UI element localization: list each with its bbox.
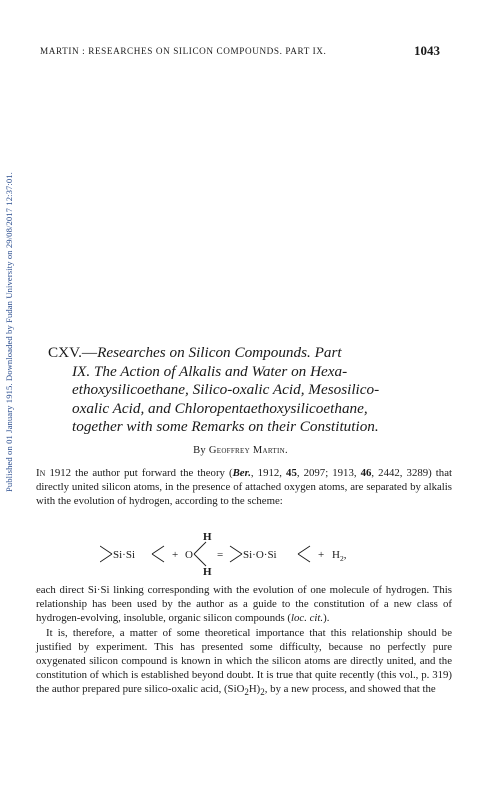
bond-o-h-top (194, 542, 206, 554)
para1-seg1: 1912 the author put forward the theory ( (45, 467, 233, 479)
page-number: 1043 (414, 43, 440, 58)
para2-end: ). (323, 612, 330, 625)
bond-right-top (230, 546, 242, 554)
reaction-scheme-graphic (100, 530, 400, 576)
title-line-3: ethoxysilicoethane, Silico-oxalic Acid, Mesosilico- (72, 381, 380, 399)
bond-si-right-bottom (152, 554, 164, 562)
volume-45: 45 (286, 467, 297, 479)
reaction-scheme (100, 530, 400, 576)
para3-sub2: 2 (260, 687, 265, 698)
paragraph-2 (36, 583, 452, 626)
para2-text: each direct Si·Si linking corresponding with the evolution of one molecule of hydrogen. This relationship has been used by the author as a guide to the constitution of a new class of hydrogen-evolving, insoluble, organic silicon compounds ( (36, 584, 452, 625)
product-si-o-si: Si·O·Si (243, 549, 277, 561)
para1-seg4: , 2442, 3289) that directly united silicon atoms, in the presence of attached oxygen atoms, are separated by alkalis with the evolution of hydrogen, according to the scheme: (36, 467, 452, 508)
download-watermark (2, 92, 16, 492)
para3-mid: H) (248, 683, 261, 696)
title-line-1 (48, 344, 448, 363)
oxygen-atom: O (185, 549, 193, 561)
para1-seg3: , 2097; 1913, (296, 467, 361, 479)
author-name: Geoffrey Martin. (208, 445, 288, 456)
bond-left-bottom (100, 554, 112, 562)
hydrogen-bottom: H (203, 566, 212, 576)
bond-left-top (100, 546, 112, 554)
first-word: In (36, 467, 46, 479)
watermark-text: Published on 01 January 1915. Downloaded by Fudan University on 29/08/2017 12:37:01. (4, 172, 14, 492)
article-title (48, 344, 448, 437)
h2-symbol: H (332, 549, 340, 561)
para3-sub1: 2 (244, 687, 249, 698)
bond-si-right-top (152, 546, 164, 554)
para1-seg2: , 1912, (250, 467, 287, 479)
hydrogen-top: H (203, 531, 212, 543)
para3-end: , by a new process, and showed that the (264, 683, 436, 696)
byline (0, 445, 481, 456)
reference-journal: Ber. (232, 467, 251, 479)
running-head-title: MARTIN : RESEARCHES ON SILICON COMPOUNDS. PART IX. (40, 46, 327, 56)
bond-o-h-bottom (194, 554, 206, 566)
bond-product-right-bottom (298, 554, 310, 562)
reactant-si-si: Si·Si (113, 549, 136, 561)
bond-product-right-top (298, 546, 310, 554)
h2-subscript: 2 (339, 554, 344, 563)
title-line-4: oxalic Acid, and Chloropentaethoxysilicoethane, (72, 399, 368, 417)
para3-text: It is, therefore, a matter of some theoretical importance that this relationship should be justified by experiment. This has presented some difficulty, because no perfectly pure oxygenated silicon compound is known in which the silicon atoms are directly united, and the constitution of which is established beyond doubt. It is true that quite recently (this vol., p. 319) the author prepared pure silico-oxalic acid, (SiO (36, 626, 452, 696)
article-number: CXV.— (48, 344, 98, 361)
loc-cit: loc. cit. (291, 612, 324, 625)
title-line-5: together with some Remarks on their Constitution. (72, 418, 379, 436)
plus-sign-2: + (318, 549, 325, 561)
plus-sign-1: + (172, 549, 179, 561)
body-continued (36, 583, 452, 700)
hydrogen-molecule (332, 549, 347, 563)
h2-comma: , (343, 549, 347, 561)
title-line-2: IX. The Action of Alkalis and Water on Hexa- (72, 362, 348, 380)
bond-right-bottom (230, 554, 242, 562)
title-line-1-text: Researches on Silicon Compounds. Part (97, 344, 342, 361)
byline-prefix: By (193, 445, 209, 456)
volume-46: 46 (360, 467, 372, 479)
paragraph-1 (36, 466, 452, 509)
equals-sign: = (217, 549, 224, 561)
paragraph-3 (36, 626, 452, 700)
